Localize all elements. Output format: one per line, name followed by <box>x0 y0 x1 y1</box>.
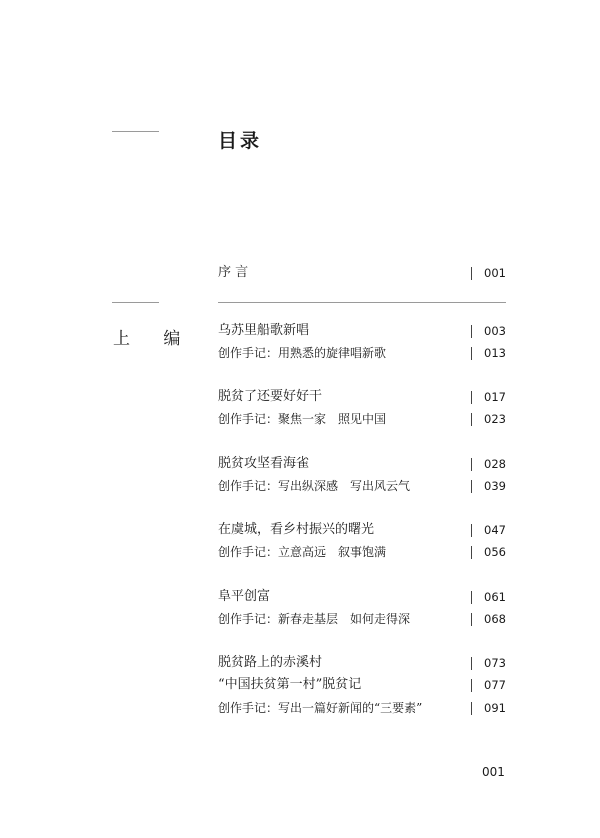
separator-bar <box>471 458 472 471</box>
toc-entry[interactable] <box>218 652 508 674</box>
separator-bar <box>471 679 472 692</box>
separator-bar <box>471 613 472 626</box>
toc-entry[interactable] <box>218 519 508 541</box>
toc-entry-label: 创作手记：立意高远 叙事饱满 <box>218 545 387 559</box>
separator-bar <box>471 325 472 338</box>
toc-entry-label: 创作手记：写出一篇好新闻的“三要素” <box>218 701 423 715</box>
toc-entry[interactable] <box>218 697 508 719</box>
toc-entry[interactable] <box>218 674 508 696</box>
toc-entry-page: 017 <box>484 390 506 404</box>
toc-entry[interactable] <box>218 608 508 630</box>
part-heading: 上 编 <box>113 329 195 349</box>
toc-entry-page: 013 <box>484 346 506 360</box>
toc-entry-label: 脱贫攻坚看海雀 <box>218 456 310 471</box>
toc-entry-page: 047 <box>484 523 506 537</box>
toc-preface-label: 序 言 <box>218 265 249 280</box>
toc-entry-label: 创作手记：新春走基层 如何走得深 <box>218 612 411 626</box>
toc-entry-page: 091 <box>484 701 506 715</box>
toc-entry-label: 创作手记：聚焦一家 照见中国 <box>218 412 387 426</box>
page-title: 目录 <box>218 130 263 152</box>
toc-entry-page: 077 <box>484 678 506 692</box>
separator-bar <box>471 524 472 537</box>
toc-entry-label: 创作手记：用熟悉的旋律唱新歌 <box>218 346 387 360</box>
separator-bar <box>471 267 472 280</box>
separator-bar <box>471 546 472 559</box>
toc-entry-page: 061 <box>484 590 506 604</box>
toc-preface[interactable] <box>218 262 508 284</box>
toc-entry-page: 039 <box>484 479 506 493</box>
part-rule-left <box>112 302 159 303</box>
toc-entry-page: 003 <box>484 324 506 338</box>
toc-entry-label: “中国扶贫第一村”脱贫记 <box>218 677 362 692</box>
toc-entry-label: 脱贫路上的赤溪村 <box>218 655 323 670</box>
separator-bar <box>471 657 472 670</box>
toc-entry-label: 脱贫了还要好好干 <box>218 389 323 404</box>
toc-entry[interactable] <box>218 453 508 475</box>
toc-entry-page: 028 <box>484 457 506 471</box>
title-rule <box>112 131 159 132</box>
preface-rule <box>218 302 506 303</box>
toc-entry[interactable] <box>218 320 508 342</box>
toc-entry-label: 阜平创富 <box>218 589 271 604</box>
separator-bar <box>471 480 472 493</box>
separator-bar <box>471 591 472 604</box>
toc-entry-page: 073 <box>484 656 506 670</box>
separator-bar <box>471 347 472 360</box>
separator-bar <box>471 413 472 426</box>
page-number: 001 <box>482 765 505 779</box>
toc-entry-label: 乌苏里船歌新唱 <box>218 323 310 338</box>
toc-preface-page: 001 <box>484 266 506 280</box>
separator-bar <box>471 391 472 404</box>
toc-entry-page: 068 <box>484 612 506 626</box>
separator-bar <box>471 702 472 715</box>
toc-entry-page: 056 <box>484 545 506 559</box>
toc-entry[interactable] <box>218 475 508 497</box>
toc-entry[interactable] <box>218 408 508 430</box>
toc-entry[interactable] <box>218 586 508 608</box>
toc-entry[interactable] <box>218 386 508 408</box>
toc-entry[interactable] <box>218 541 508 563</box>
toc-entry-page: 023 <box>484 412 506 426</box>
toc-entry-label: 创作手记：写出纵深感 写出风云气 <box>218 479 411 493</box>
toc-entry[interactable] <box>218 342 508 364</box>
toc-entry-label: 在虞城，看乡村振兴的曙光 <box>218 522 375 537</box>
